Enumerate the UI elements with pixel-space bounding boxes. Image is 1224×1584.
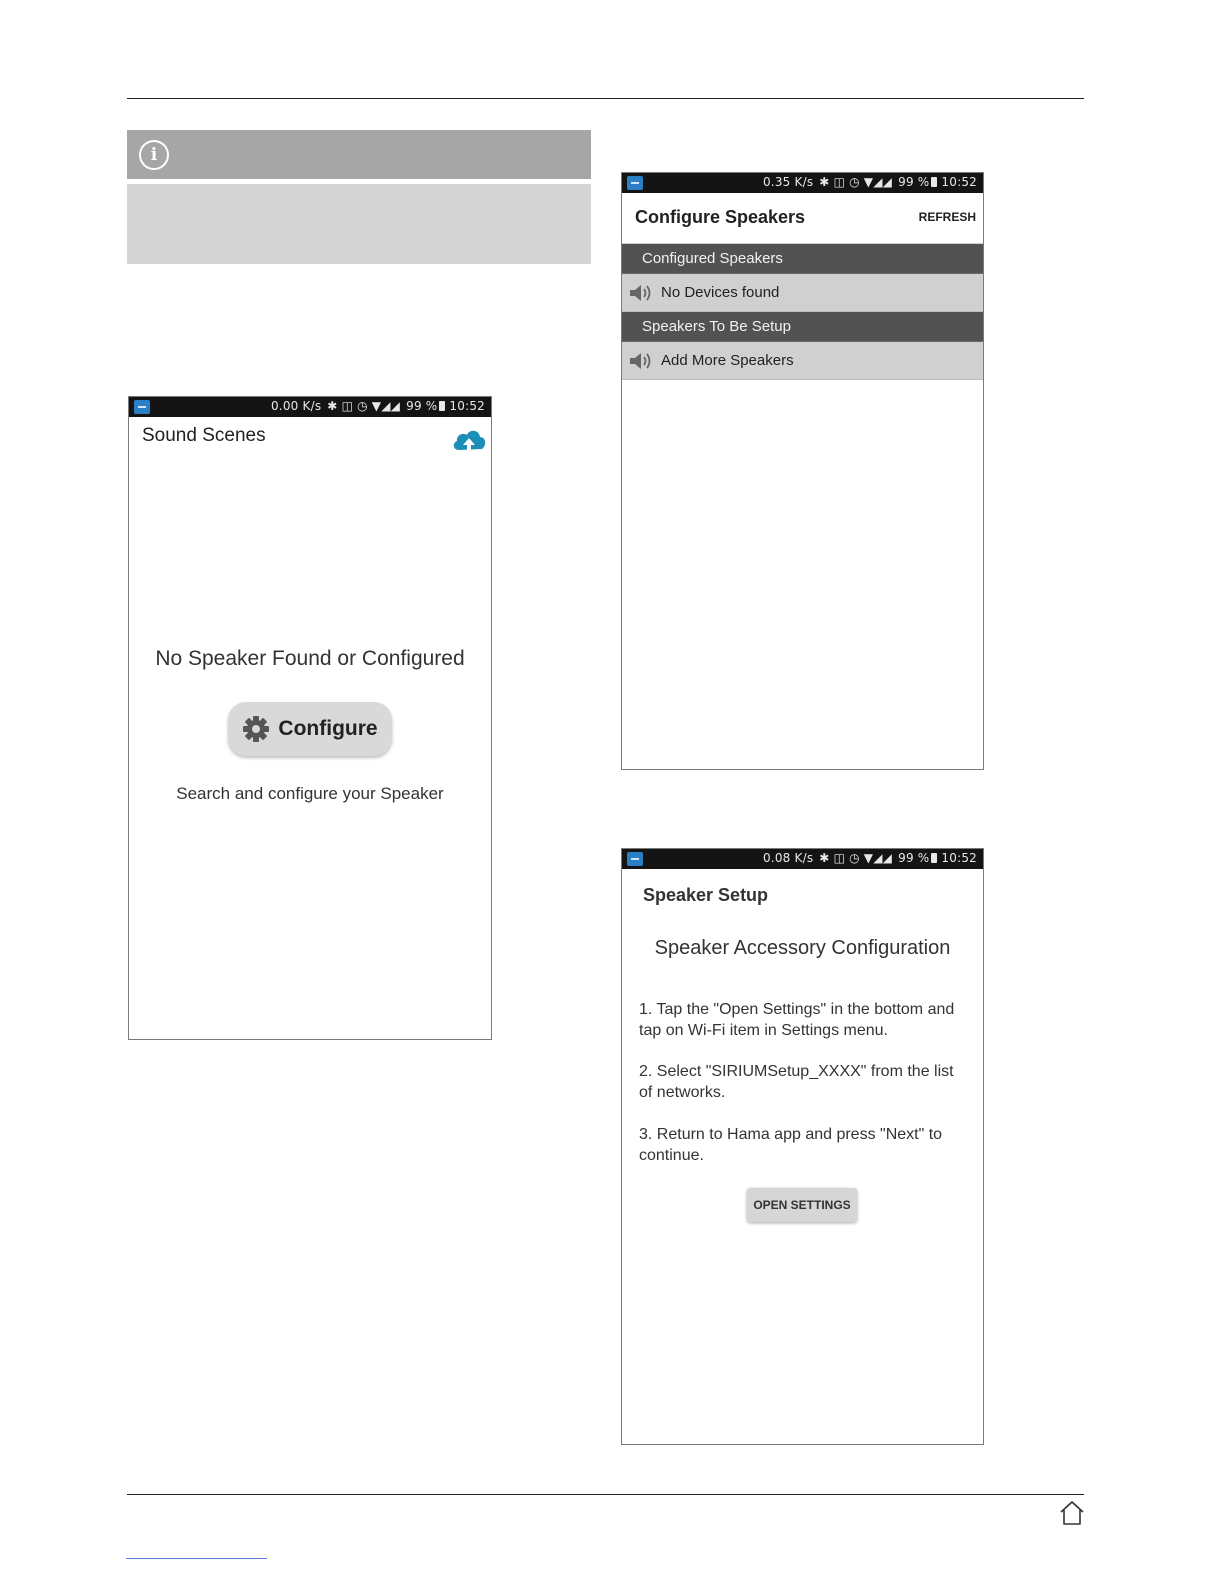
status-icons: ✱ ◫ ◷ ▼◢◢: [327, 399, 401, 413]
status-indicators: [763, 851, 977, 865]
speaker-icon: [629, 351, 653, 371]
battery-icon: [439, 401, 445, 411]
list-item-no-devices[interactable]: [622, 274, 983, 312]
status-bar: [622, 173, 983, 193]
status-indicators: [271, 399, 485, 413]
empty-state-message: No Speaker Found or Configured: [155, 647, 465, 670]
clock: 10:52: [449, 399, 485, 413]
battery-icon: [931, 853, 937, 863]
phone-sound-scenes: [128, 396, 492, 1040]
list-item-label: Add More Speakers: [661, 352, 794, 369]
network-speed: 0.08 K/s: [762, 851, 814, 865]
refresh-button[interactable]: REFRESH: [918, 210, 976, 224]
page-title: Sound Scenes: [142, 425, 266, 446]
phone-speaker-setup: [621, 848, 984, 1445]
status-icons: ✱ ◫ ◷ ▼◢◢: [819, 175, 893, 189]
status-bar: [622, 849, 983, 869]
clock: 10:52: [941, 175, 977, 189]
instruction-step-3: 3. Return to Hama app and press "Next" to continue.: [639, 1126, 943, 1164]
app-bar: [622, 193, 983, 244]
app-notification-icon: [627, 852, 643, 866]
status-icons: ✱ ◫ ◷ ▼◢◢: [819, 851, 893, 865]
gear-icon: [242, 715, 270, 743]
info-icon: i: [139, 140, 169, 170]
status-indicators: [763, 175, 977, 189]
page-title: Speaker Setup: [643, 885, 769, 905]
battery-icon: [931, 177, 937, 187]
battery-percent: 99 %: [406, 399, 438, 413]
status-bar: [129, 397, 491, 417]
instruction-step-2: 2. Select "SIRIUMSetup_XXXX" from the list of networks.: [639, 1063, 954, 1101]
clock: 10:52: [941, 851, 977, 865]
header-rule: [127, 98, 1084, 99]
empty-state-subtitle: Search and configure your Speaker: [176, 784, 444, 803]
instruction-step-1: 1. Tap the "Open Settings" in the bottom and tap on Wi-Fi item in Settings menu.: [639, 1001, 955, 1039]
configure-button[interactable]: [228, 702, 392, 756]
info-box-header: [127, 130, 591, 179]
app-notification-icon: [627, 176, 643, 190]
page-subtitle: Speaker Accessory Configuration: [654, 937, 951, 959]
home-icon[interactable]: [1059, 1500, 1085, 1530]
list-item-label: No Devices found: [661, 284, 780, 301]
network-speed: 0.35 K/s: [762, 175, 814, 189]
info-box-body: [127, 184, 591, 264]
section-header-to-setup: Speakers To Be Setup: [622, 312, 983, 342]
network-speed: 0.00 K/s: [270, 399, 322, 413]
list-item-add-speakers[interactable]: [622, 342, 983, 380]
phone-configure-speakers: [621, 172, 984, 770]
configure-label: Configure: [278, 717, 378, 740]
app-notification-icon: [134, 400, 150, 414]
footer-rule: [127, 1494, 1084, 1495]
battery-percent: 99 %: [898, 175, 930, 189]
section-header-configured: Configured Speakers: [622, 244, 983, 274]
open-settings-button[interactable]: OPEN SETTINGS: [747, 1188, 857, 1222]
battery-percent: 99 %: [898, 851, 930, 865]
footer-link-underline[interactable]: [126, 1558, 267, 1559]
page-title: Configure Speakers: [635, 207, 806, 227]
speaker-icon: [629, 283, 653, 303]
cloud-upload-icon[interactable]: [450, 425, 488, 463]
